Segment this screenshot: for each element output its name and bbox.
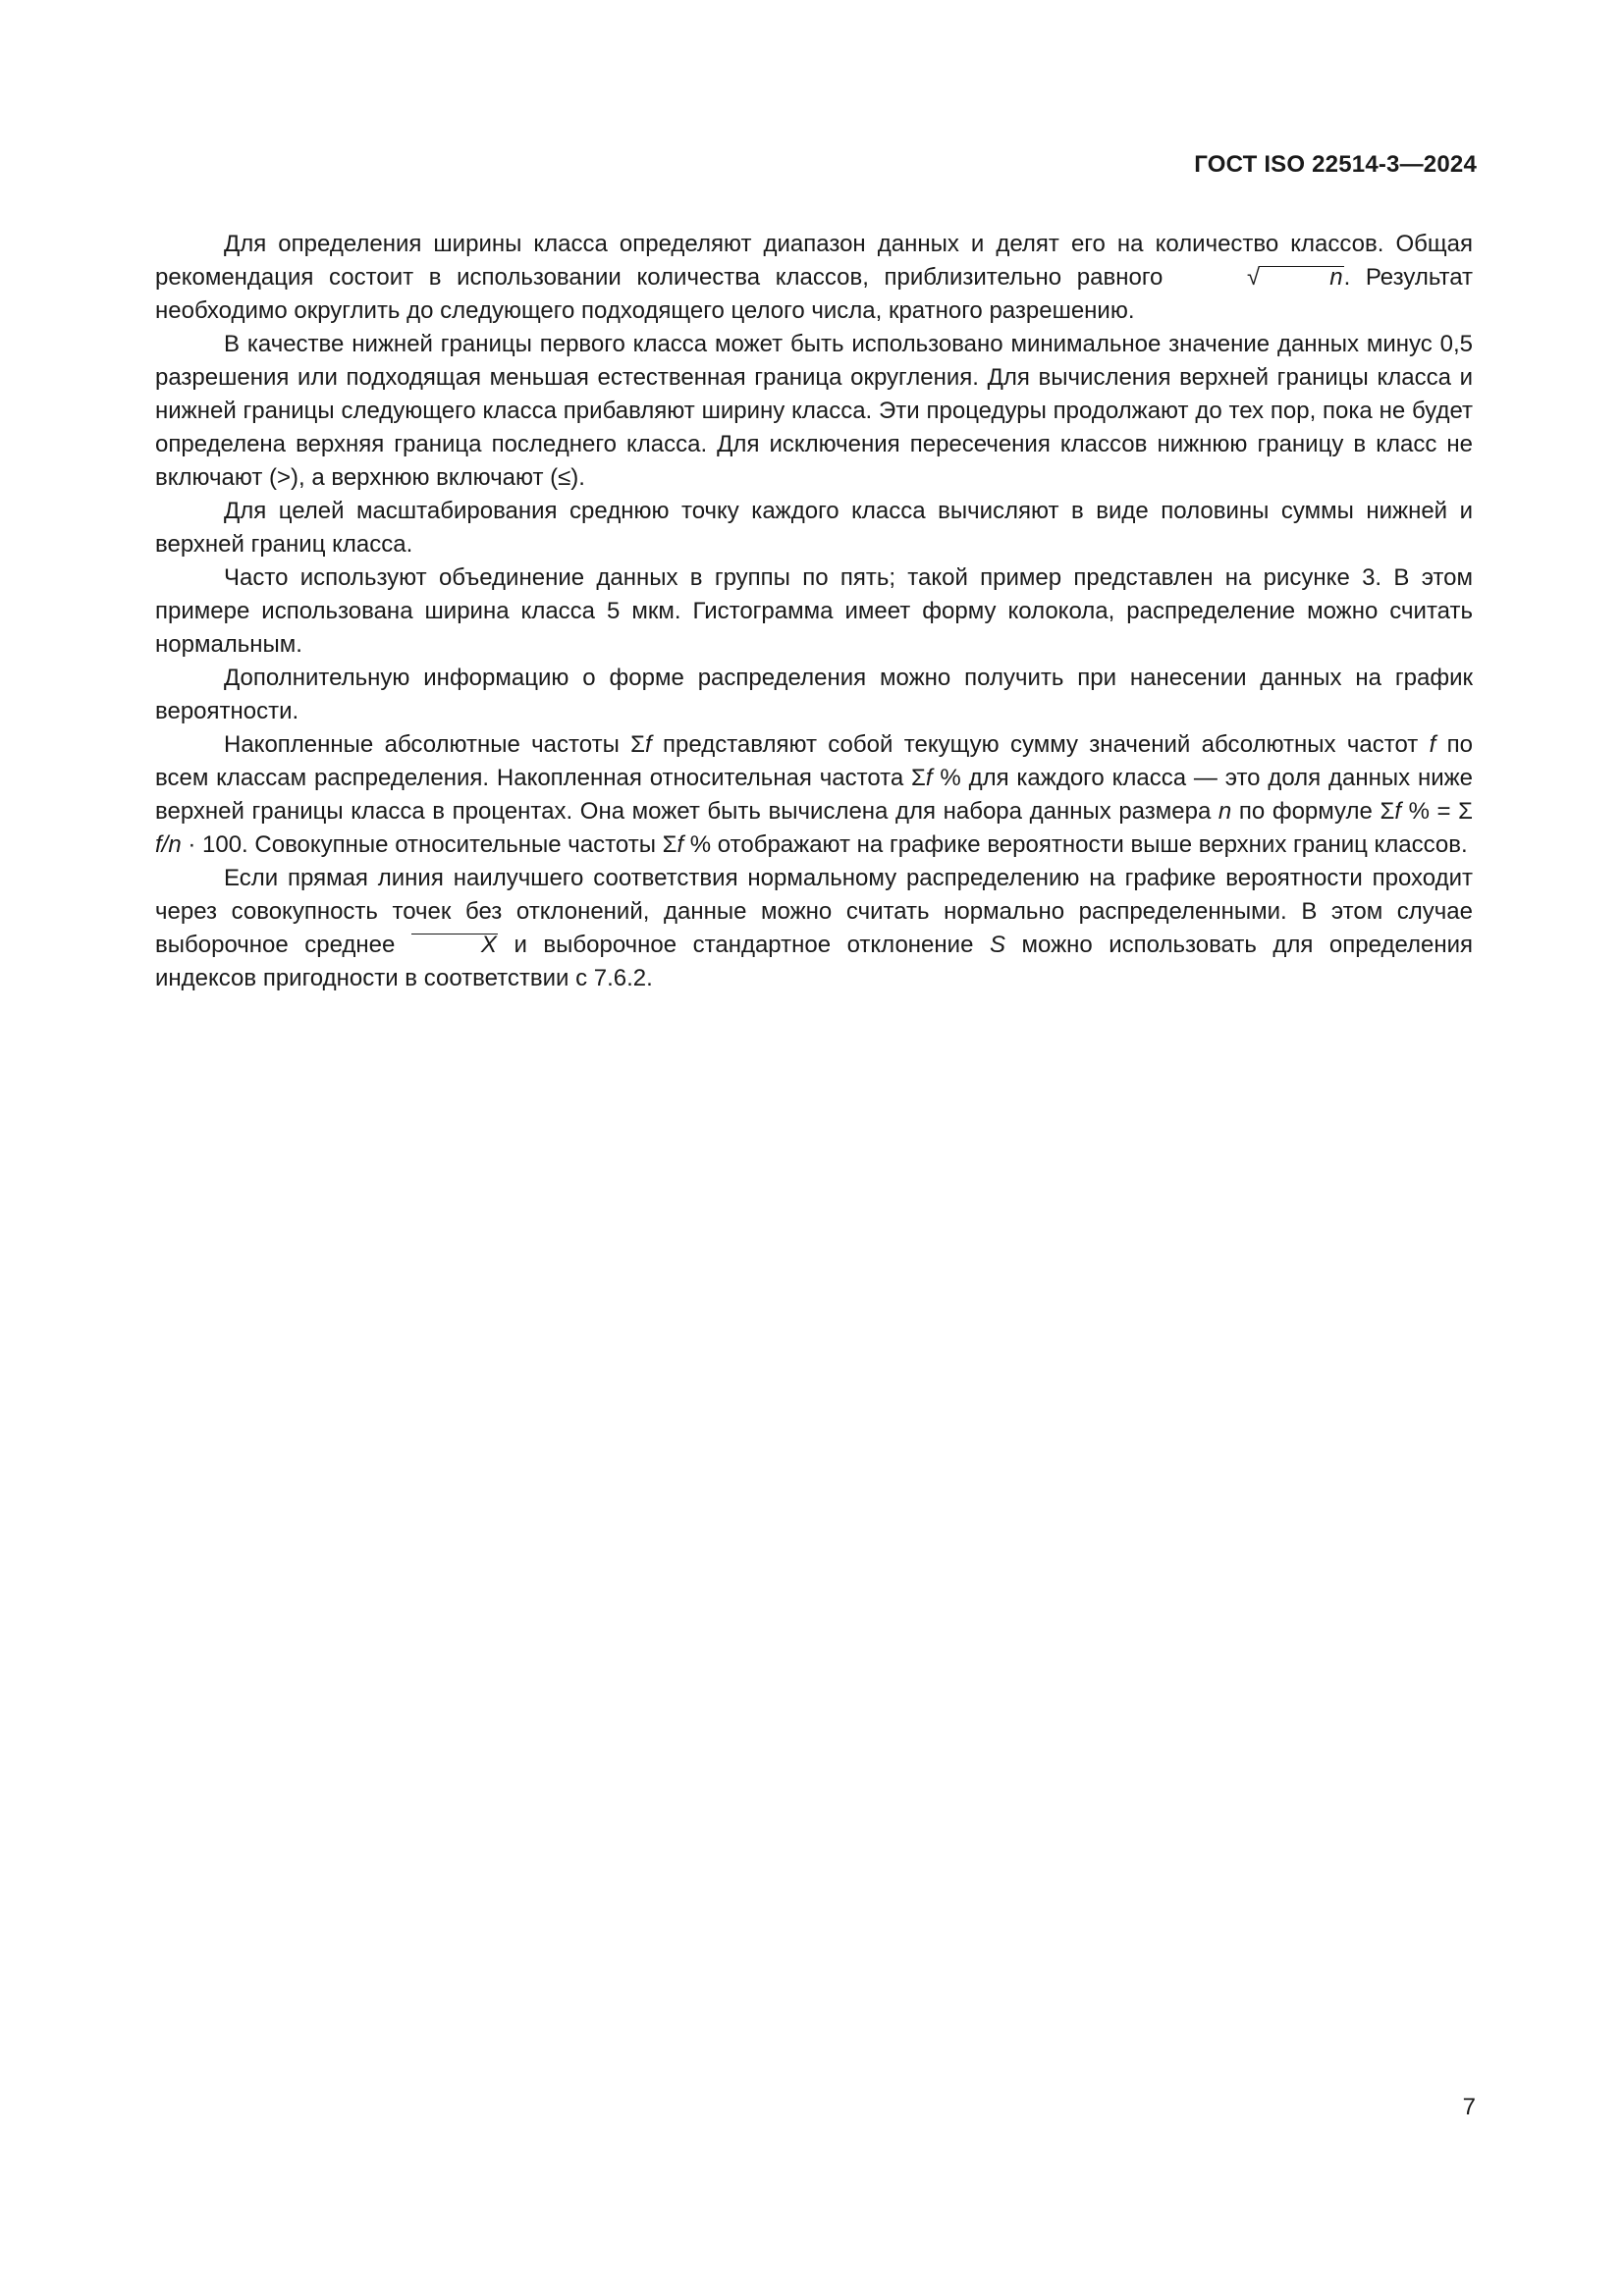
square-root-expression (1178, 261, 1344, 294)
paragraph-lower-boundary: В качестве нижней границы первого класса может быть использовано минимальное значение данных минус 0,5 разрешения или подходящая меньшая естественная граница округления. Для вычисления верхней границы класса и нижней границы следующего класса прибавляют ширину класса. Эти процедуры продолжают до тех пор, пока не будет определена верхняя граница последнего класса. Для исключения пересечения классов нижнюю границу в класс не включают (>), а верхнюю включают (≤). (155, 331, 1473, 491)
document-id-header: ГОСТ ISO 22514-3—2024 (1194, 151, 1477, 178)
math-symbol: f (925, 765, 933, 791)
math-symbol: f (1429, 731, 1436, 758)
math-symbol: f/n (155, 831, 182, 858)
paragraph-text: по всем классам распределения. Накопленная относительная частота Σ (155, 731, 1473, 791)
paragraph-text: Если прямая линия наилучшего соответствия нормальному распределению на графике вероятности проходит через совокупность точек без отклонений, данные можно считать нормально распределенными. В этом случае выборочное среднее (155, 865, 1473, 958)
paragraph-text: · 100. Совокупные относительные частоты Σ (181, 831, 677, 858)
paragraph-text: и выборочное стандартное отклонение (497, 932, 990, 958)
math-symbol: f (677, 831, 684, 858)
page-number: 7 (1462, 2094, 1476, 2120)
paragraph-probability-plot: Дополнительную информацию о форме распределения можно получить при нанесении данных на график вероятности. (155, 665, 1473, 724)
paragraph-text: представляют собой текущую сумму значений абсолютных частот (651, 731, 1430, 758)
paragraph-midpoint: Для целей масштабирования среднюю точку каждого класса вычисляют в виде половины суммы нижней и верхней границ класса. (155, 498, 1473, 558)
paragraph-text: Для определения ширины класса определяют диапазон данных и делят его на количество классов. Общая рекомендация состоит в использовании количества классов, приблизительно равного (155, 231, 1473, 291)
paragraph-text: можно использовать для определения индексов пригодности в соответствии с 7.6.2. (155, 932, 1474, 991)
paragraph-text: . Результат необходимо округлить до следующего подходящего целого числа, кратного разрешению. (155, 264, 1474, 324)
paragraph-text: % = Σ (1400, 798, 1473, 825)
paragraph-text: Накопленные абсолютные частоты Σ (224, 731, 646, 758)
paragraph-grouping: Часто используют объединение данных в группы по пять; такой пример представлен на рисунке 3. В этом примере использована ширина класса 5 мкм. Гистограмма имеет форму колокола, распределение можно считать нормальным. (155, 564, 1473, 658)
paragraph-normality (155, 862, 1473, 995)
radical-sign: √ (1247, 264, 1261, 291)
paragraph-class-width (155, 228, 1473, 328)
paragraph-cumulative-frequencies (155, 728, 1473, 862)
math-symbol: S (989, 932, 1005, 958)
radical-argument: n (1260, 266, 1343, 289)
math-symbol: f (1394, 798, 1401, 825)
paragraph-text: по формуле Σ (1231, 798, 1395, 825)
paragraph-text: % для каждого класса — это доля данных ниже верхней границы класса в процентах. Она может быть вычислена для набора данных размера (155, 765, 1474, 825)
math-symbol: n (1218, 798, 1232, 825)
paragraph-text: % отображают на графике вероятности выше верхних границ классов. (683, 831, 1468, 858)
body-text (155, 228, 1473, 995)
math-symbol: f (645, 731, 652, 758)
sample-mean-symbol: X (411, 934, 498, 956)
